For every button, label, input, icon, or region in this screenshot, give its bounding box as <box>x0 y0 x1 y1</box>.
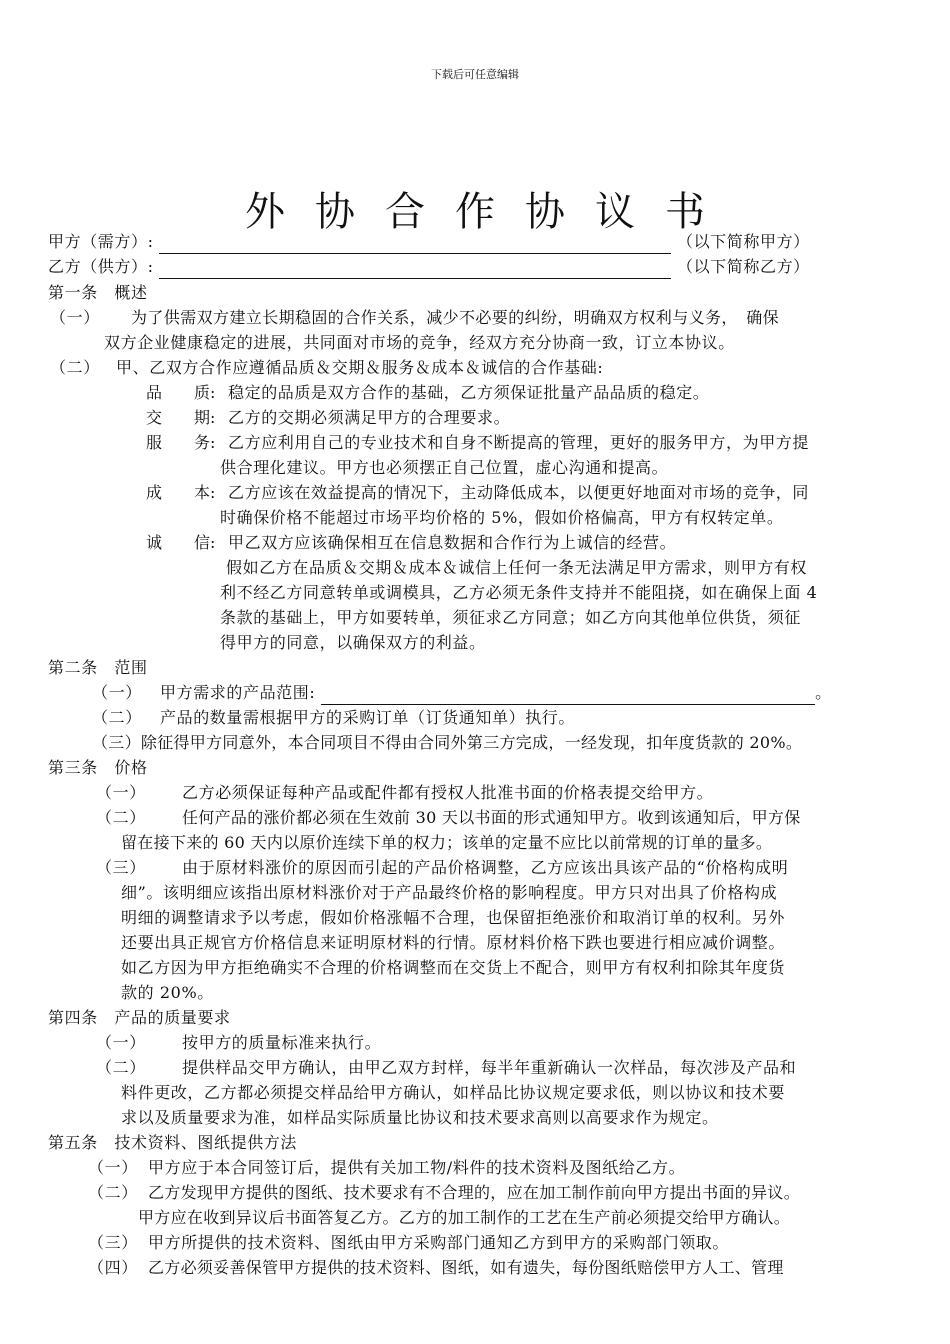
article-5-clause-1-number: （一） <box>88 1158 138 1177</box>
integrity-item <box>146 531 676 555</box>
document-title: 外协合作协议书 <box>245 189 735 235</box>
article-4-heading: 第四条 产品的质量要求 <box>48 1008 231 1027</box>
article-3-clause-2-line-1: 任何产品的涨价都必须在生效前 30 天以书面的形式通知甲方。收到该通知后，甲方保 <box>182 808 801 827</box>
service-text-line-2: 供合理化建议。甲方也必须摆正自己位置，虚心沟通和提高。 <box>220 458 669 477</box>
article-3-clause-1-number: （一） <box>96 783 146 802</box>
article-5-heading: 第五条 技术资料、图纸提供方法 <box>48 1133 298 1152</box>
article-2-clause-3-text: （三）除征得甲方同意外，本合同项目不得由合同外第三方完成，一经发现，扣年度货款的 20%。 <box>92 733 803 752</box>
article-3-clause-2-number: （二） <box>96 808 146 827</box>
article-4-clause-2-line-1: 提供样品交甲方确认，由甲乙双方封样，每半年重新确认一次样品，每次涉及产品和 <box>182 1058 797 1077</box>
product-scope-end: 。 <box>815 683 832 702</box>
quality-text: 稳定的品质是双方合作的基础，乙方须保证批量产品品质的稳定。 <box>228 383 710 402</box>
article-5-clause-4-text: 乙方必须妥善保管甲方提供的技术资料、图纸，如有遗失，每份图纸赔偿甲方人工、管理 <box>148 1258 784 1277</box>
article-5-clause-2-line-2: 甲方应在收到异议后书面答复乙方。乙方的加工制作的工艺在生产前必须提交给甲方确认。 <box>138 1208 791 1227</box>
cost-text-line-1: 乙方应该在效益提高的情况下，主动降低成本，以便更好地面对市场的竞争，同 <box>228 483 810 502</box>
integrity-text-line-3: 利不经乙方同意转单或调模具，乙方必须无条件支持并不能阻挠，如在确保上面 4 <box>220 583 818 602</box>
product-scope-label: 甲方需求的产品范围: <box>160 683 316 702</box>
article-1-heading: 第一条 概述 <box>48 283 148 302</box>
article-4-clause-2-number: （二） <box>96 1058 146 1077</box>
service-item <box>146 431 809 455</box>
article-2-heading: 第二条 范围 <box>48 658 148 677</box>
party-b-row <box>48 255 810 279</box>
article-4-clause-1-text: 按甲方的质量标准来执行。 <box>182 1033 382 1052</box>
article-3-clause-3-line-2: 细”。该明细应该指出原材料涨价对于产品最终价格的影响程度。甲方只对出具了价格构成 <box>121 883 778 902</box>
article-5-clause-3-text: 甲方所提供的技术资料、图纸由甲方采购部门通知乙方到甲方的采购部门领取。 <box>148 1233 730 1252</box>
product-scope-field[interactable] <box>321 686 815 705</box>
integrity-text-line-4: 条款的基础上，甲方如要转单，须征求乙方同意；如乙方向其他单位供货，须征 <box>220 608 802 627</box>
header-note: 下载后可任意编辑 <box>431 68 519 81</box>
article-3-clause-1-text: 乙方必须保证每种产品或配件都有授权人批准书面的价格表提交给甲方。 <box>182 783 714 802</box>
article-5-clause-4-number: （四） <box>88 1258 138 1277</box>
article-5-clause-3-number: （三） <box>88 1233 138 1252</box>
article-1-clause-1-line-2: 双方企业健康稳定的进展，共同面对市场的竞争，经双方充分协商一致，订立本协议。 <box>104 333 735 352</box>
article-5-clause-2-line-1: 乙方发现甲方提供的图纸、技术要求有不合理的，应在加工制作前向甲方提出书面的异议。 <box>148 1183 801 1202</box>
integrity-text-line-5: 得甲方的同意，以确保双方的利益。 <box>220 633 486 652</box>
article-2-clause-1-number: （一） <box>92 683 142 702</box>
cost-text-line-2: 时确保价格不能超过市场平均价格的 5%，假如价格偏高，甲方有权转定单。 <box>220 508 784 527</box>
integrity-label: 诚 信: <box>146 533 216 552</box>
party-b-suffix: （以下简称乙方） <box>676 257 810 276</box>
party-a-suffix: （以下简称甲方） <box>676 232 810 251</box>
delivery-label: 交 期: <box>146 408 216 427</box>
article-4-clause-1-number: （一） <box>96 1033 146 1052</box>
article-3-heading: 第三条 价格 <box>48 758 148 777</box>
article-1-clause-1-line-1: 为了供需双方建立长期稳固的合作关系，减少不必要的纠纷，明确双方权利与义务， 确保 <box>131 308 780 327</box>
article-3-clause-3-number: （三） <box>96 858 146 877</box>
party-a-row <box>48 230 810 254</box>
cost-item <box>146 481 809 505</box>
service-label: 服 务: <box>146 433 216 452</box>
party-b-label: 乙方（供方）: <box>48 257 154 276</box>
article-5-clause-1-text: 甲方应于本合同签订后，提供有关加工物/料件的技术资料及图纸给乙方。 <box>148 1158 686 1177</box>
delivery-text: 乙方的交期必须满足甲方的合理要求。 <box>228 408 511 427</box>
article-2-clause-1 <box>160 681 832 705</box>
cost-label: 成 本: <box>146 483 216 502</box>
article-1-clause-1-number: （一） <box>50 308 100 327</box>
article-2-clause-2-text: 产品的数量需根据甲方的采购订单（订货通知单）执行。 <box>160 708 576 727</box>
service-text-line-1: 乙方应利用自己的专业技术和自身不断提高的管理，更好的服务甲方，为甲方提 <box>228 433 810 452</box>
integrity-text-line-2: 假如乙方在品质＆交期＆成本＆诚信上任何一条无法满足甲方需求，则甲方有权 <box>226 558 808 577</box>
party-a-label: 甲方（需方）: <box>48 232 154 251</box>
article-4-clause-2-line-2: 料件更改，乙方都必须提交样品给甲方确认，如样品比协议规定要求低，则以协议和技术要 <box>121 1083 786 1102</box>
article-3-clause-3-line-3: 明细的调整请求予以考虑，假如价格涨幅不合理，也保留拒绝涨价和取消订单的权利。另外 <box>121 908 786 927</box>
article-2-clause-2-number: （二） <box>92 708 142 727</box>
article-3-clause-2-line-2: 留在接下来的 60 天内以原价连续下单的权力；该单的定量不应比以前常规的订单的量多。 <box>121 833 773 852</box>
article-3-clause-3-line-1: 由于原材料涨价的原因而引起的产品价格调整，乙方应该出具该产品的“价格构成明 <box>182 858 789 877</box>
delivery-item <box>146 406 510 430</box>
quality-label: 品 质: <box>146 383 216 402</box>
article-3-clause-3-line-4: 还要出具正规官方价格信息来证明原材料的行情。原材料价格下跌也要进行相应减价调整。 <box>121 933 786 952</box>
article-3-clause-3-line-5: 如乙方因为甲方拒绝确实不合理的价格调整而在交货上不配合，则甲方有权利扣除其年度货 <box>121 958 786 977</box>
article-5-clause-2-number: （二） <box>88 1183 138 1202</box>
article-4-clause-2-line-3: 求以及质量要求为准，如样品实际质量比协议和技术要求高则以高要求作为规定。 <box>121 1108 719 1127</box>
quality-item <box>146 381 709 405</box>
article-1-clause-2-number: （二） <box>50 358 100 377</box>
integrity-text-line-1: 甲乙双方应该确保相互在信息数据和合作行为上诚信的经营。 <box>228 533 677 552</box>
party-b-name-field[interactable] <box>159 260 671 279</box>
article-1-clause-2-text: 甲、乙双方合作应遵循品质＆交期＆服务＆成本＆诚信的合作基础: <box>116 358 604 377</box>
article-3-clause-3-line-6: 款的 20%。 <box>121 983 214 1002</box>
party-a-name-field[interactable] <box>159 235 671 254</box>
